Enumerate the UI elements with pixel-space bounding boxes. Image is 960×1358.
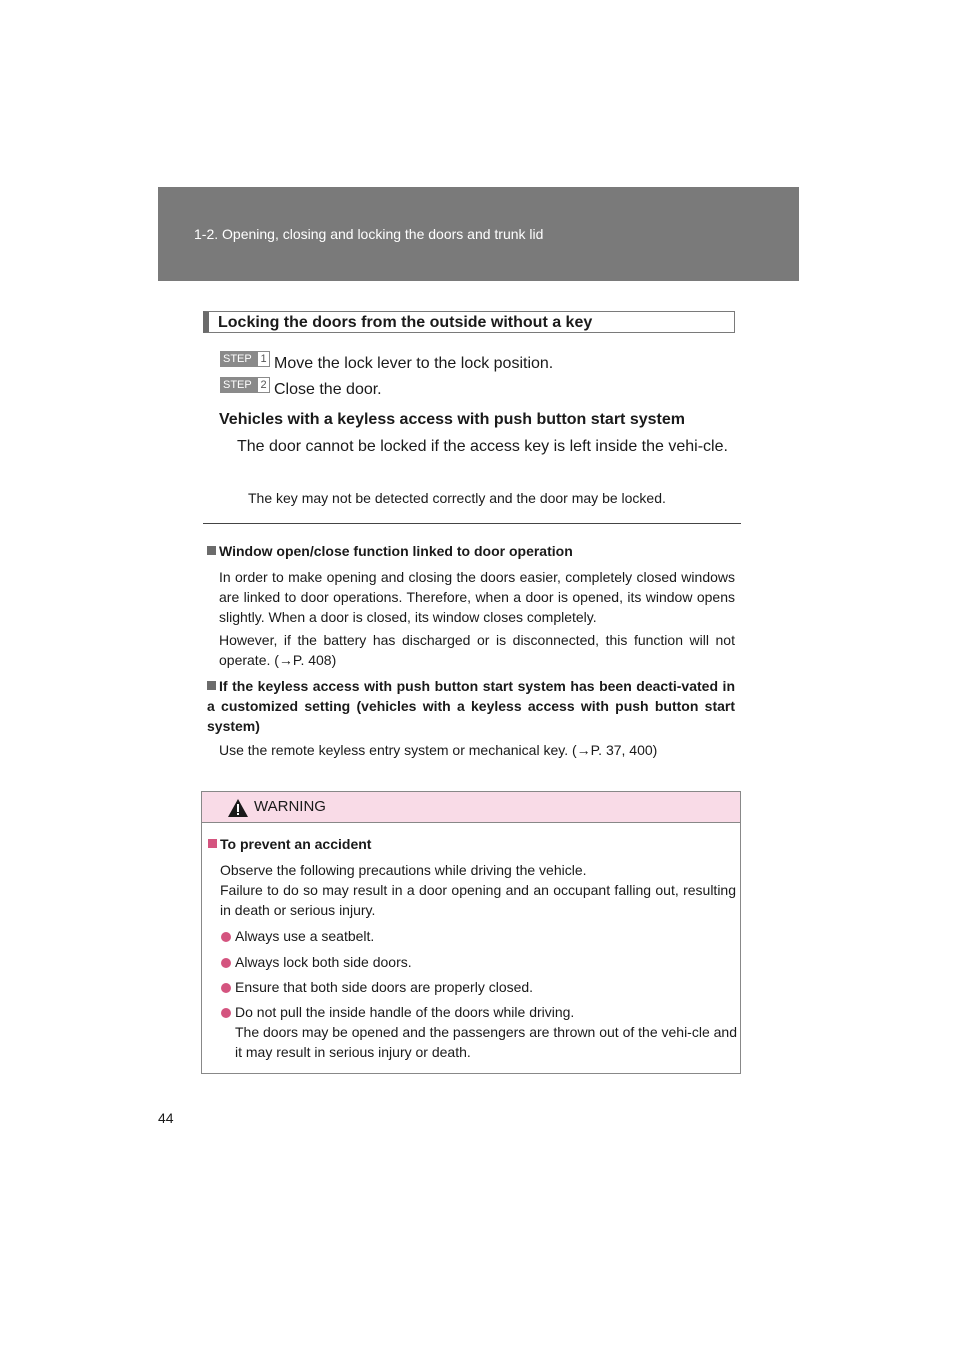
page-header xyxy=(158,187,799,281)
square-bullet-icon xyxy=(208,839,217,848)
step-1 xyxy=(220,351,553,373)
divider xyxy=(203,523,741,524)
square-bullet-icon xyxy=(207,681,216,690)
warning-heading: To prevent an accident xyxy=(208,836,371,852)
warning-bullet-detail: The doors may be opened and the passengers are thrown out of the vehi-cle and it may result in serious injury or death. xyxy=(235,1024,737,1060)
vehicles-body: The door cannot be locked if the access key is left inside the vehi-cle. xyxy=(237,438,728,455)
warning-intro: Observe the following precautions while driving the vehicle. xyxy=(220,862,587,878)
note-paragraph: Use the remote keyless entry system or mechanical key. (→P. 37, 400) xyxy=(219,742,658,758)
warning-box xyxy=(201,791,741,1074)
note-paragraph: However, if the battery has discharged or is disconnected, this function will not operate. (→P. 408) xyxy=(219,632,735,668)
warning-intro-2: Failure to do so may result in a door opening and an occupant falling out, resulting in death or serious injury. xyxy=(220,882,736,918)
section-title xyxy=(203,311,735,333)
header-title: 1-2. Opening, closing and locking the doors and trunk lid xyxy=(194,226,544,242)
step-1-text: Move the lock lever to the lock position. xyxy=(274,355,554,372)
square-bullet-icon xyxy=(207,546,216,555)
warning-label: WARNING xyxy=(254,798,326,815)
step-2 xyxy=(220,377,382,399)
note-heading: If the keyless access with push button start system has been deacti-vated in a customized setting (vehicles with a keyless access with push button start system) xyxy=(207,678,735,734)
note-paragraph: In order to make opening and closing the doors easier, completely closed windows are linked to door operations. Therefore, when a door is opened, its window opens slightly. When a door is closed, its window closes completely. xyxy=(219,569,735,625)
warning-bullet: Always use a seatbelt. xyxy=(221,926,737,946)
warning-bullet: Always lock both side doors. xyxy=(221,952,737,972)
vehicles-note: The key may not be detected correctly and the door may be locked. xyxy=(248,490,666,506)
step-badge: STEP 1 xyxy=(220,351,270,367)
warning-icon xyxy=(227,798,249,818)
warning-header xyxy=(202,792,740,823)
page-number: 44 xyxy=(158,1110,174,1126)
warning-bullet: Do not pull the inside handle of the doors while driving. The doors may be opened and the passengers are thrown out of the vehi-cle and it may result in serious injury or death. xyxy=(221,1002,737,1062)
bullet-dot-icon xyxy=(221,932,231,942)
bullet-dot-icon xyxy=(221,958,231,968)
step-2-text: Close the door. xyxy=(274,381,382,398)
warning-bullet: Ensure that both side doors are properly closed. xyxy=(221,977,737,997)
bullet-dot-icon xyxy=(221,983,231,993)
vehicles-title: Vehicles with a keyless access with push button start system xyxy=(219,411,685,428)
bullet-dot-icon xyxy=(221,1008,231,1018)
step-badge: STEP 2 xyxy=(220,377,270,393)
note-heading: Window open/close function linked to door operation xyxy=(207,541,735,561)
section-title-text: Locking the doors from the outside without a key xyxy=(218,314,593,331)
